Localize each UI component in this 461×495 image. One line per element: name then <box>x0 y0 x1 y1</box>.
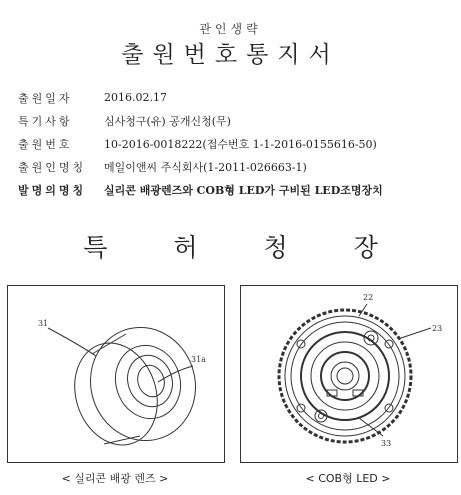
filing-date-value: 2016.02.17 <box>104 91 167 104</box>
figure-silicone-lens <box>7 285 225 463</box>
figure-cob-led <box>240 285 458 463</box>
page-title: 출원번호통지서 <box>121 42 340 68</box>
part-label: 22 <box>363 293 374 302</box>
issuer-heading-char: 특 <box>83 233 108 262</box>
issuer-heading <box>0 228 461 264</box>
application-info <box>18 86 458 201</box>
info-row-invention-title <box>18 178 458 201</box>
application-number-label: 출원번호 <box>18 137 73 151</box>
info-row-application-number <box>18 132 458 155</box>
invention-title-label: 발명의명칭 <box>18 183 87 197</box>
issuer-heading-char: 청 <box>263 233 288 262</box>
info-row-filing-date <box>18 86 458 109</box>
info-row-applicant <box>18 155 458 178</box>
invention-title-value: 실리콘 배광렌즈와 COB형 LED가 구비된 LED조명장치 <box>104 183 383 197</box>
part-label: 31a <box>191 355 206 364</box>
part-label: 33 <box>381 439 392 448</box>
applicant-value: 메일이앤씨 주식회사(1-2011-026663-1) <box>104 160 307 174</box>
special-notes-value: 심사청구(유) 공개신청(무) <box>104 114 231 128</box>
part-label: 31 <box>38 319 49 328</box>
seal-omitted-note: 관인생략 <box>199 22 262 36</box>
issuer-heading-char: 허 <box>173 233 198 262</box>
part-label: 23 <box>432 324 443 333</box>
special-notes-label: 특기사항 <box>18 114 73 128</box>
caption-silicone-lens: < 실리콘 배광 렌즈 > <box>61 472 169 485</box>
issuer-heading-char: 장 <box>353 233 378 262</box>
cob-led-drawing <box>241 286 457 462</box>
info-row-special-notes <box>18 109 458 132</box>
silicone-lens-drawing <box>8 286 224 462</box>
filing-date-label: 출원일자 <box>18 91 73 105</box>
application-number-value: 10-2016-0018222(접수번호 1-1-2016-0155616-50) <box>104 137 377 151</box>
caption-cob-led: < COB형 LED > <box>305 472 391 485</box>
applicant-label: 출원인명칭 <box>18 160 87 174</box>
